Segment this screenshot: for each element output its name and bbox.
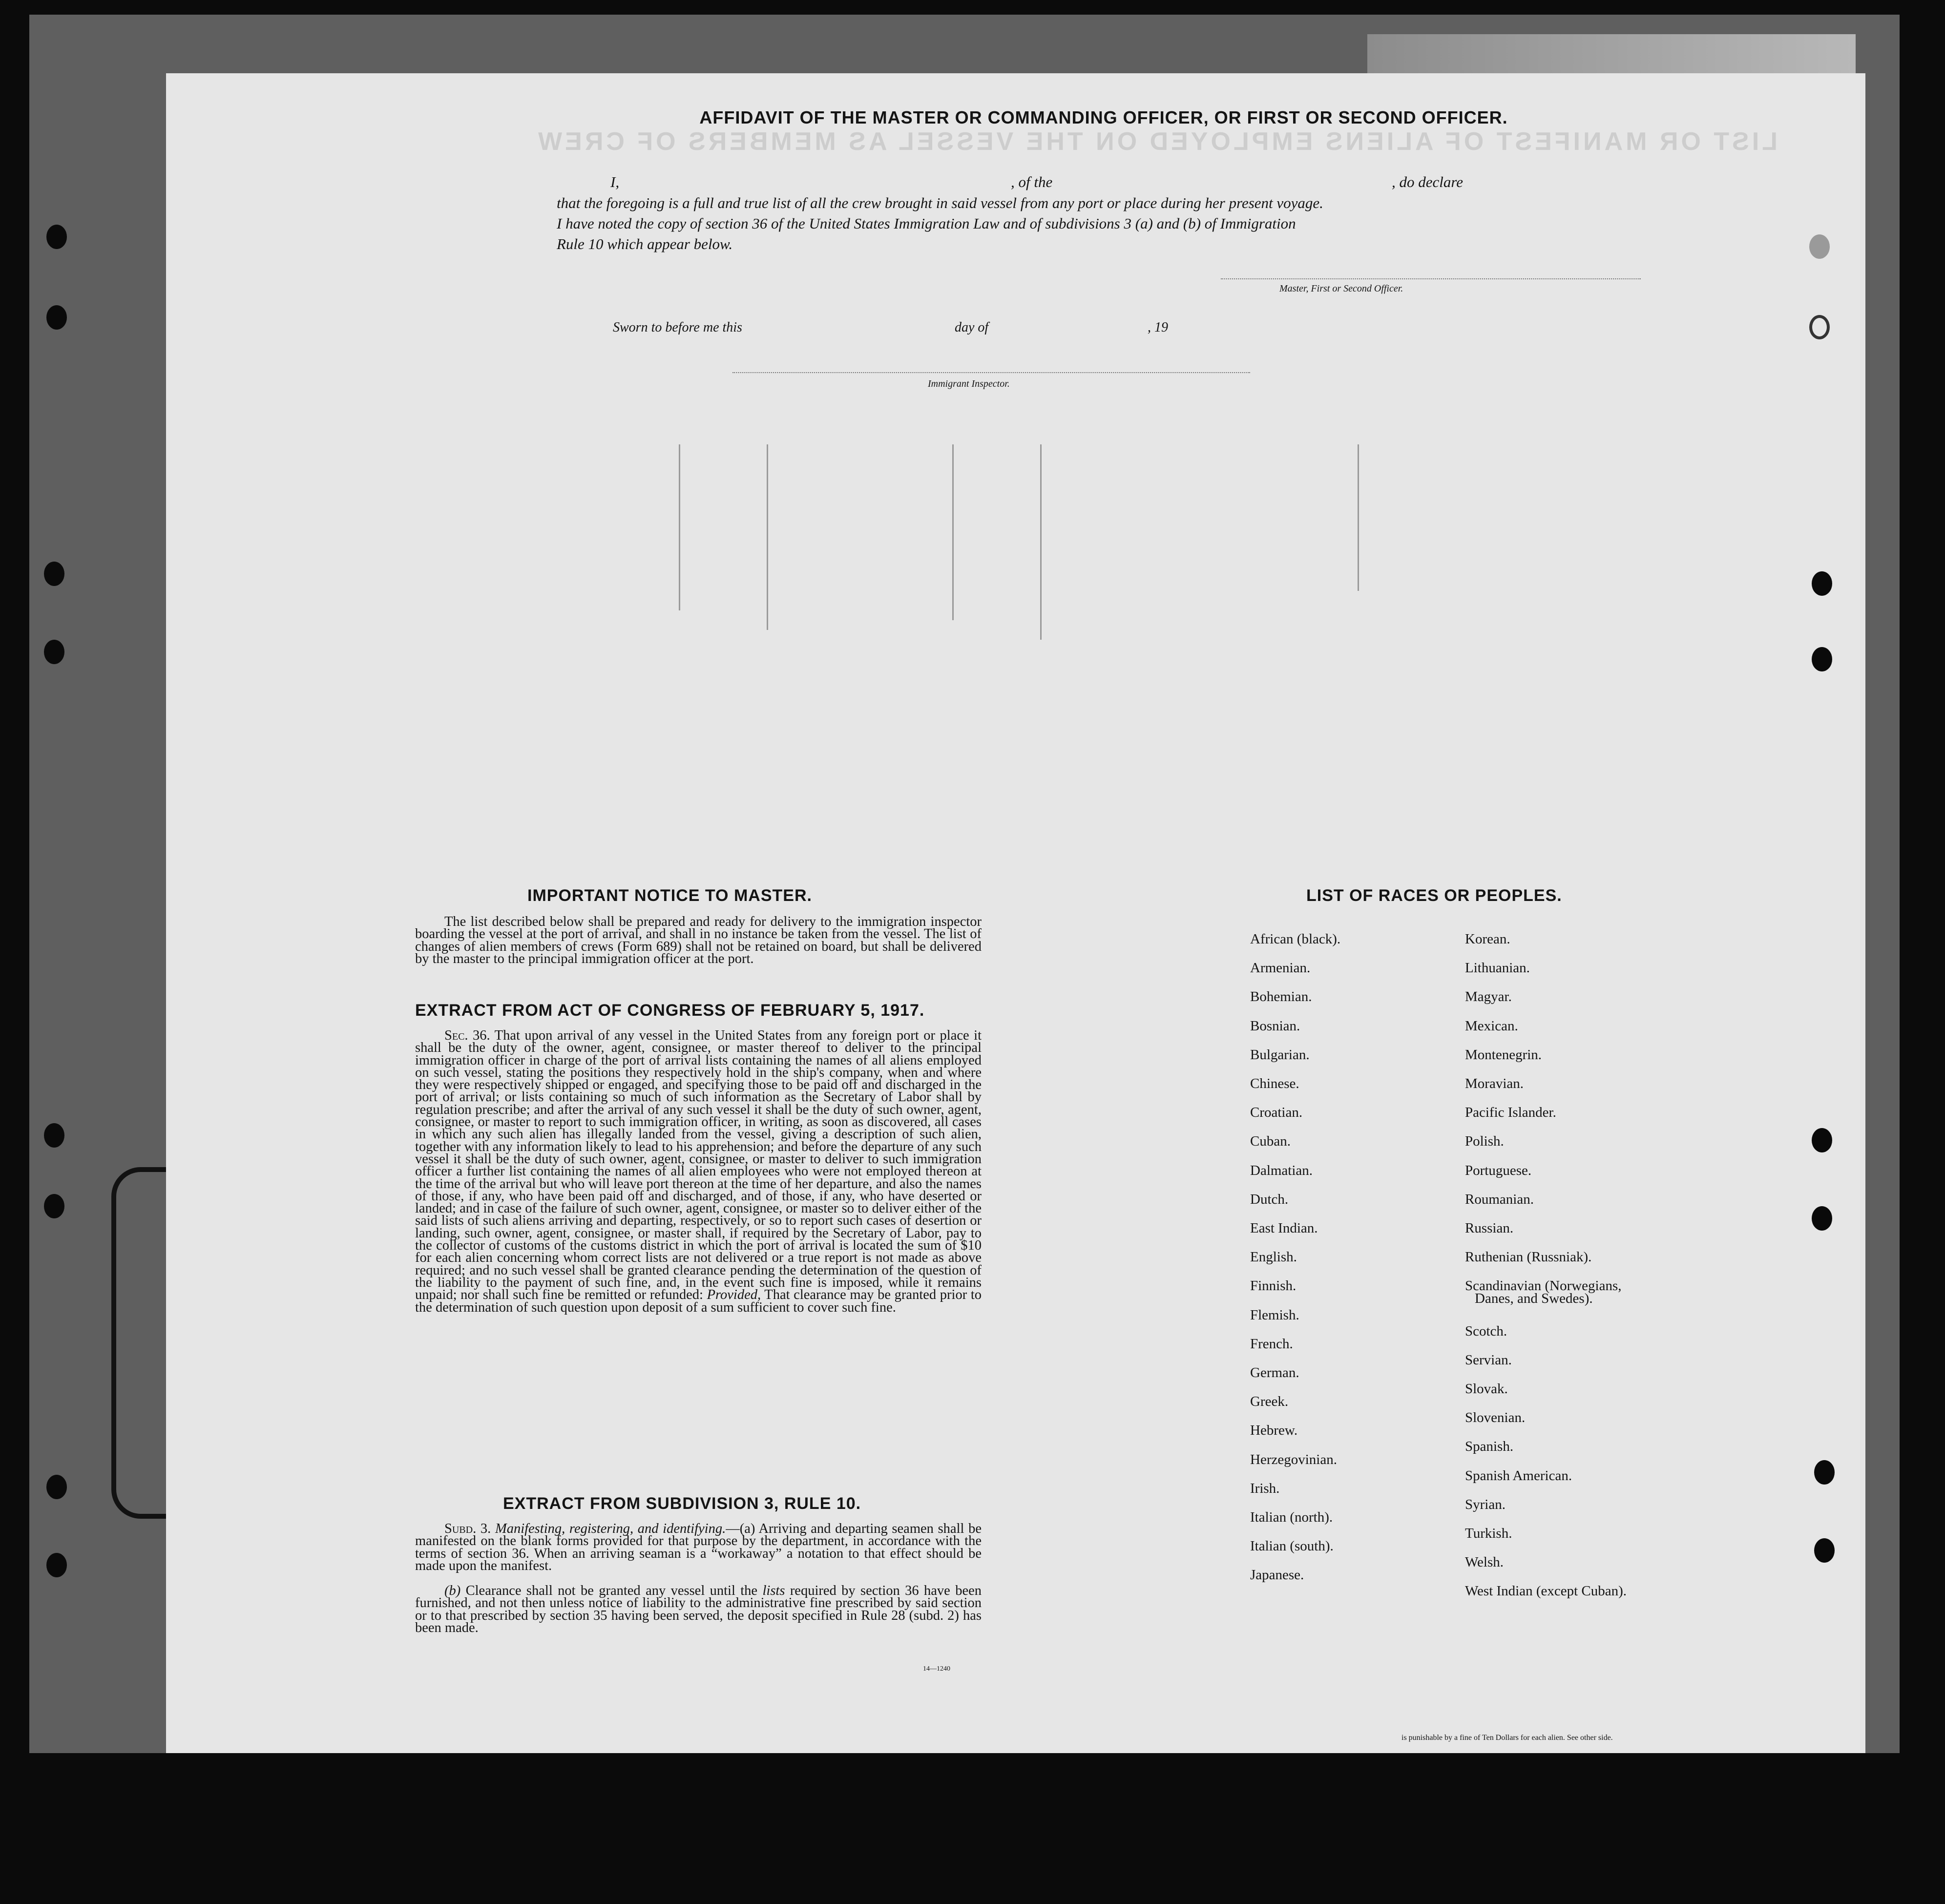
- footer-note: is punishable by a fine of Ten Dollars for each alien. See other side.: [1401, 1734, 1613, 1742]
- subd-italic: Manifesting, registering, and identifying.: [495, 1521, 726, 1536]
- race-item: Polish.: [1465, 1133, 1504, 1150]
- race-item: Scotch.: [1465, 1323, 1507, 1339]
- affidavit-title: AFFIDAVIT OF THE MASTER OR COMMANDING OFFICER, OR FIRST OR SECOND OFFICER.: [699, 107, 1508, 127]
- rule-extract-title: EXTRACT FROM SUBDIVISION 3, RULE 10.: [503, 1494, 861, 1513]
- race-item: Chinese.: [1250, 1076, 1299, 1091]
- race-item: Moravian.: [1465, 1076, 1524, 1091]
- race-item: Finnish.: [1250, 1278, 1297, 1294]
- binder-hole: [46, 305, 67, 330]
- race-item: Slovak.: [1465, 1381, 1508, 1397]
- affidavit-i: I,: [610, 173, 620, 190]
- affidavit-line-3: I have noted the copy of section 36 of the United States Immigration Law and of subdivisions 3 (a) and (b) of Immigration: [557, 215, 1296, 232]
- race-item: Bulgarian.: [1250, 1046, 1310, 1063]
- race-item: Roumanian.: [1465, 1191, 1534, 1207]
- race-item: Danes, and Swedes).: [1475, 1291, 1593, 1307]
- lists-word: lists: [762, 1583, 785, 1598]
- affidavit-do-declare: , do declare: [1392, 173, 1464, 190]
- race-item: Dalmatian.: [1250, 1162, 1313, 1178]
- rule-para-b: [415, 1585, 982, 1634]
- race-item: West Indian (except Cuban).: [1465, 1583, 1627, 1599]
- race-item: Flemish.: [1250, 1307, 1299, 1323]
- race-item: Cuban.: [1250, 1133, 1291, 1150]
- binding-string: [111, 1167, 170, 1519]
- race-item: Croatian.: [1250, 1105, 1303, 1121]
- notice-text: The list described below shall be prepared and ready for delivery to the immigration inspector boarding the vessel at the port of arrival, and shall in no instance be taken from the vessel. The list of changes of alien members of crews (Form 689) shall not be retained on board, but shall be delivered by the master to the principal immigration officer at the port.: [415, 914, 982, 966]
- rule-para-a-text: —(a) Arriving and departing seamen shall be manifested on the blank forms provided for that purpose by the department, in accordance with the terms of section 36. When an arriving seaman is a “workaway” a notation to that effect should be made upon the manifest.: [415, 1521, 982, 1573]
- binder-hole: [44, 640, 64, 664]
- para-b-label: (b): [444, 1583, 461, 1598]
- race-item: Japanese.: [1250, 1567, 1304, 1583]
- act-extract-text: [415, 1029, 982, 1314]
- punch-hole: [1812, 1128, 1832, 1152]
- punch-hole: [1814, 1460, 1835, 1485]
- punch-hole: [1809, 315, 1830, 339]
- act-body: That upon arrival of any vessel in the United States from any foreign port or place it shall be the duty of the owner, agent, consignee, or master thereof to deliver to the principal immigration officer in charge of the port of arrival lists containing the names of all aliens employed on such vessel, stating the positions they respectively hold in the ship's company, when and where they were respectively shipped or engaged, and specifying those to be paid off and discharged in the port of arrival; or lists containing so much of such information as the Secretary of Labor shall by regulation prescribe; and after the arrival of any such vessel it shall be the duty of such owner, agent, consignee, or master to report to such immigration officer, in writing, as soon as discovered, all cases in which any such alien has illegally landed from the vessel, giving a description of such alien, together with any information likely to lead to his apprehension; and before the departure of any such vessel it shall be the duty of such owner, agent, consignee, or master to deliver to such immigration officer a further list containing the names of all alien employees who were not employed thereon at the time of the arrival but who will leave port thereon at the time of her departure, and also the names of those, if any, who have been paid off and discharged, and of those, if any, who have deserted or landed; and in case of the failure of such owner, agent, consignee, or master so to deliver either of the said lists of such aliens arriving and departing, respectively, or so to report such cases of desertion or landing, such owner, agent, consignee, or master shall, if required by the Secretary of Labor, pay to the collector of customs of the customs district in which the port of arrival is located the sum of $10 for each alien concerning whom correct lists are not delivered or a true report is not made as above required; and no such vessel shall be granted clearance pending the determination of the question of the liability to the payment of such fine, and, in the event such fine is imposed, while it remains unpaid; nor shall such fine be remitted or refunded:: [415, 1028, 982, 1303]
- race-item: East Indian.: [1250, 1220, 1318, 1236]
- race-item: Syrian.: [1465, 1496, 1506, 1512]
- race-item: English.: [1250, 1249, 1297, 1265]
- race-item: German.: [1250, 1365, 1299, 1381]
- form-number: 14—1240: [923, 1665, 950, 1673]
- inspector-label: Immigrant Inspector.: [928, 378, 1010, 389]
- race-item: Spanish.: [1465, 1439, 1514, 1455]
- race-item: Korean.: [1465, 931, 1510, 947]
- binder-hole: [46, 1553, 67, 1577]
- rule-para-b-text-1: Clearance shall not be granted any vessel until the: [465, 1583, 758, 1598]
- race-item: Dutch.: [1250, 1191, 1289, 1207]
- column-line: [1358, 444, 1359, 591]
- rule-para-a: [415, 1523, 982, 1572]
- column-line: [767, 444, 768, 630]
- binder-hole: [44, 562, 64, 586]
- race-item: Scandinavian (Norwegians,: [1465, 1278, 1622, 1294]
- punch-hole: [1812, 571, 1832, 596]
- race-item: Italian (south).: [1250, 1538, 1334, 1554]
- race-item: Slovenian.: [1465, 1410, 1526, 1426]
- race-item: African (black).: [1250, 931, 1341, 947]
- race-item: Greek.: [1250, 1394, 1289, 1410]
- race-item: Herzegovinian.: [1250, 1451, 1337, 1467]
- punch-hole: [1812, 1206, 1832, 1231]
- race-item: Mexican.: [1465, 1018, 1518, 1034]
- column-line: [1040, 444, 1042, 640]
- punch-hole: [1812, 647, 1832, 671]
- race-item: French.: [1250, 1336, 1293, 1352]
- race-item: Pacific Islander.: [1465, 1105, 1556, 1121]
- year-text: , 19: [1148, 320, 1168, 335]
- race-item: Turkish.: [1465, 1526, 1512, 1541]
- races-title: LIST OF RACES OR PEOPLES.: [1306, 886, 1562, 905]
- notice-title: IMPORTANT NOTICE TO MASTER.: [527, 886, 812, 905]
- race-item: Spanish American.: [1465, 1467, 1572, 1484]
- race-item: Ruthenian (Russniak).: [1465, 1249, 1592, 1265]
- punch-hole: [1814, 1538, 1835, 1563]
- race-item: Portuguese.: [1465, 1162, 1532, 1178]
- bleed-through-heading: LIST OR MANIFEST OF ALIENS EMPLOYED ON THE VESSEL AS MEMBERS OF CREW: [535, 127, 1778, 156]
- rule-para-b-text-2: required by section 36 have been furnished, and not then unless notice of liability to the administrative fine prescribed by said section or to that prescribed by section 35 having been served, the deposit specified in Rule 28 (subd. 2) has been made.: [415, 1583, 982, 1635]
- race-item: Servian.: [1465, 1352, 1512, 1368]
- race-item: Magyar.: [1465, 989, 1512, 1005]
- column-line: [952, 444, 954, 620]
- punch-hole: [1809, 234, 1830, 259]
- race-item: Hebrew.: [1250, 1423, 1298, 1439]
- affidavit-of-the: , of the: [1011, 173, 1053, 190]
- subd-label: Subd. 3.: [444, 1521, 491, 1536]
- affidavit-line-4: Rule 10 which appear below.: [557, 235, 733, 252]
- binder-hole: [44, 1194, 64, 1218]
- master-signature-line: [1221, 278, 1641, 279]
- binder-hole: [44, 1123, 64, 1148]
- race-item: Lithuanian.: [1465, 960, 1530, 976]
- race-item: Welsh.: [1465, 1554, 1504, 1570]
- section-label: Sec. 36.: [444, 1028, 490, 1043]
- race-item: Russian.: [1465, 1220, 1514, 1236]
- race-item: Bohemian.: [1250, 989, 1312, 1005]
- master-label: Master, First or Second Officer.: [1279, 283, 1403, 294]
- inspector-signature-line: [732, 372, 1250, 373]
- sworn-text: Sworn to before me this: [613, 320, 742, 335]
- provided-word: Provided,: [707, 1287, 761, 1303]
- act-extract-title: EXTRACT FROM ACT OF CONGRESS OF FEBRUARY 5, 1917.: [415, 1001, 925, 1020]
- column-line: [679, 444, 680, 610]
- document-page: [166, 73, 1865, 1753]
- act-body-end: That clearance may be granted prior to the determination of such question upon deposit of a sum sufficient to cover such fine.: [415, 1287, 982, 1315]
- race-item: Bosnian.: [1250, 1018, 1300, 1034]
- race-item: Armenian.: [1250, 960, 1311, 976]
- race-item: Montenegrin.: [1465, 1046, 1542, 1063]
- affidavit-line-2: that the foregoing is a full and true list of all the crew brought in said vessel from any port or place during her present voyage.: [557, 194, 1323, 211]
- race-item: Irish.: [1250, 1480, 1280, 1496]
- day-of-text: day of: [955, 320, 989, 335]
- binder-hole: [46, 1475, 67, 1499]
- race-item: Italian (north).: [1250, 1509, 1333, 1525]
- binder-hole: [46, 225, 67, 249]
